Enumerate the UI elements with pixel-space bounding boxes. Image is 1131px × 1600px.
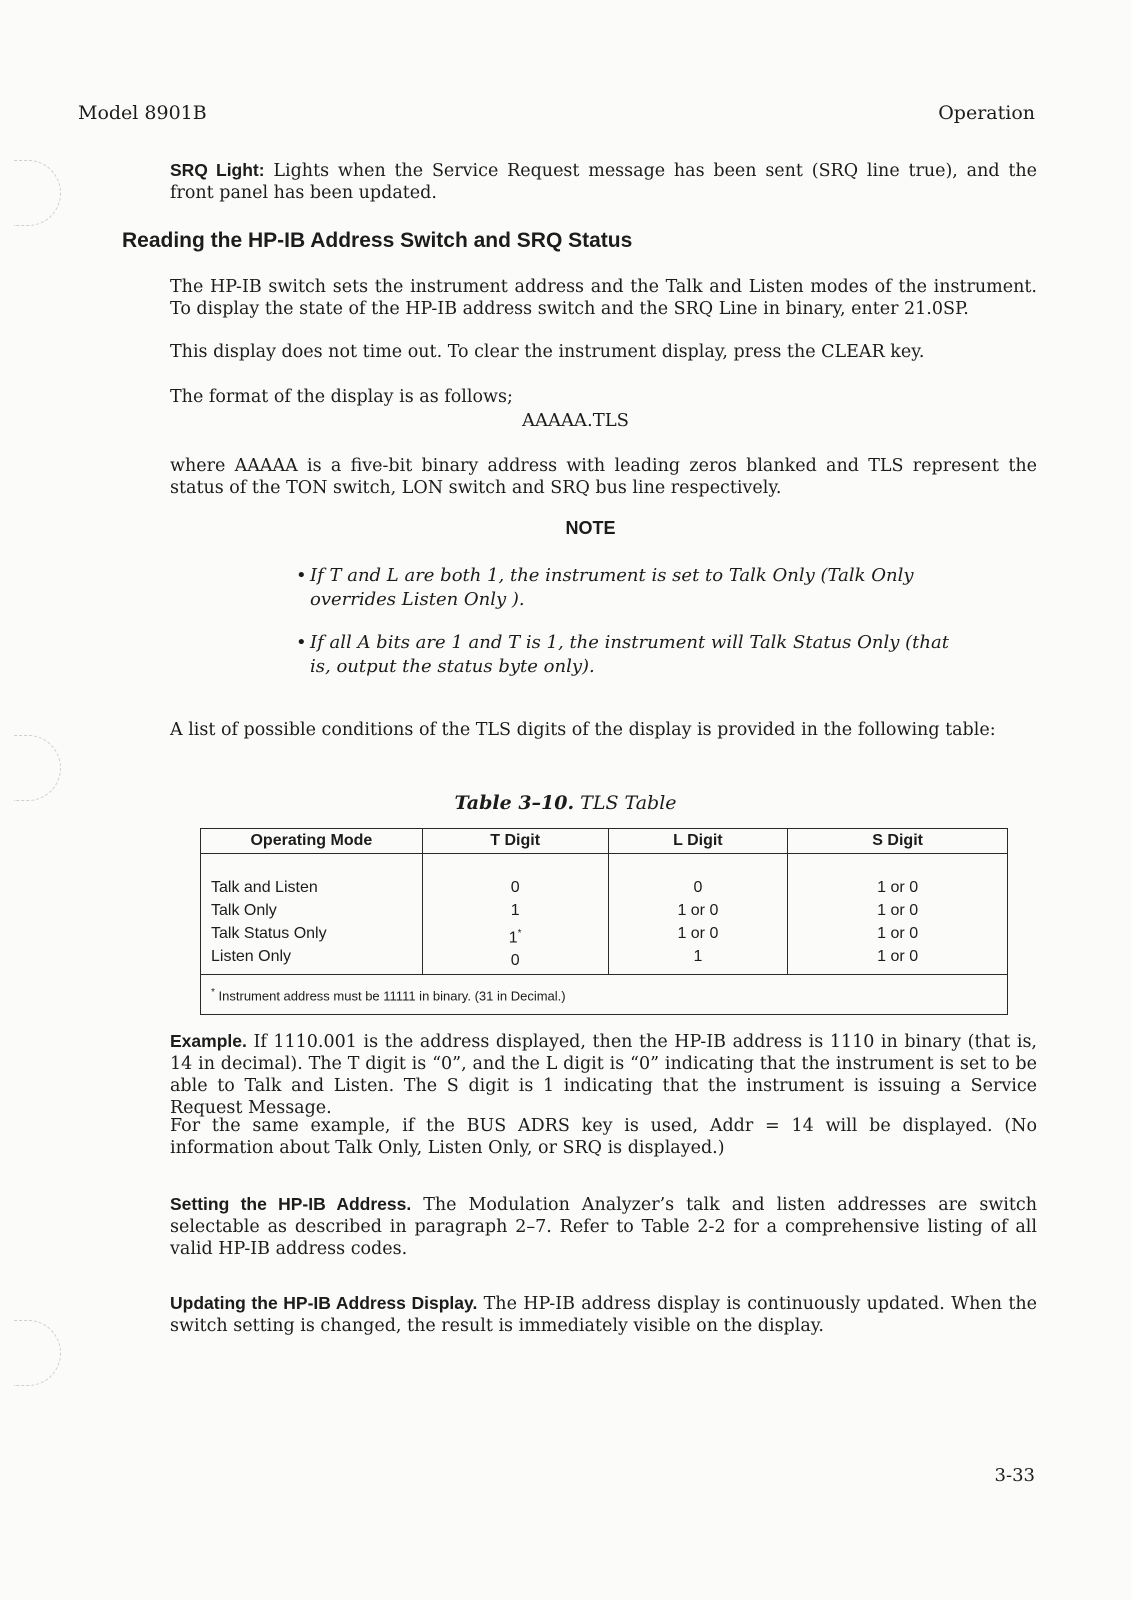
operating-mode-column bbox=[201, 854, 423, 975]
paragraph-intro: The HP-IB switch sets the instrument address and the Talk and Listen modes of the instrument. To display the state of the HP-IB address switch and the SRQ Line in binary, enter 21.0SP. bbox=[170, 277, 1037, 319]
header-s-digit: S Digit bbox=[788, 829, 1008, 854]
table-cell: 1 or 0 bbox=[677, 902, 719, 919]
example-text: If 1110.001 is the address displayed, then the HP-IB address is 1110 in binary (that is, 14 in decimal). The T digit is “0”, and the L digit is “0” indicating that the instrument is set to be able to Talk and Listen. The S digit is 1 indicating that the instrument is issuing a Service Request Message. bbox=[170, 1032, 1037, 1118]
table-cell: 1 bbox=[510, 902, 520, 919]
table-cell: Talk and Listen bbox=[211, 879, 318, 896]
footnote-marker: * bbox=[517, 928, 522, 939]
example-paragraph bbox=[170, 1030, 1037, 1119]
bullet-dot-icon: • bbox=[296, 632, 307, 653]
table-cell: 1 bbox=[693, 948, 703, 965]
note-bullet-text: If all A bits are 1 and T is 1, the instrument will Talk Status Only (that is, output the status byte only). bbox=[310, 632, 949, 677]
setting-address-text: The Modulation Analyzer’s talk and listen addresses are switch selectable as described in paragraph 2–7. Refer to Table 2-2 for a comprehensive listing of all valid HP-IB address codes. bbox=[170, 1195, 1037, 1259]
paragraph-timeout: This display does not time out. To clear the instrument display, press the CLEAR key. bbox=[170, 342, 925, 362]
table-cell: Talk Only bbox=[211, 902, 277, 919]
bullet-dot-icon: • bbox=[296, 565, 307, 586]
updating-display-paragraph bbox=[170, 1292, 1037, 1337]
paragraph-where: where AAAAA is a five-bit binary address with leading zeros blanked and TLS represent the status of the TON switch, LON switch and SRQ bus line respectively. bbox=[170, 456, 1037, 498]
table-caption bbox=[0, 792, 1131, 814]
tls-table bbox=[200, 828, 1008, 1015]
note-bullet bbox=[296, 564, 950, 612]
table-cell: 1 bbox=[508, 929, 518, 947]
note-bullet-text: If T and L are both 1, the instrument is set to Talk Only (Talk Only overrides Listen Only ). bbox=[310, 565, 914, 610]
table-cell: Talk Status Only bbox=[211, 925, 327, 942]
table-cell: 0 bbox=[693, 879, 703, 896]
table-footnote-row bbox=[201, 975, 1008, 1014]
s-digit-column bbox=[788, 854, 1008, 975]
footnote-text: Instrument address must be 11111 in binary. (31 in Decimal.) bbox=[218, 988, 566, 1004]
header-model: Model 8901B bbox=[78, 102, 207, 124]
table-cell: 0 bbox=[510, 952, 520, 970]
table-cell: 1 or 0 bbox=[877, 948, 919, 965]
srq-light-text: Lights when the Service Request message has been sent (SRQ line true), and the front panel has been updated. bbox=[170, 161, 1037, 203]
updating-display-text: The HP-IB address display is continuously updated. When the switch setting is changed, the result is immediately visible on the display. bbox=[170, 1294, 1037, 1336]
paragraph-table-intro: A list of possible conditions of the TLS digits of the display is provided in the following table: bbox=[170, 720, 996, 740]
table-cell: 1 or 0 bbox=[677, 925, 719, 942]
note-bullet bbox=[296, 631, 950, 679]
footnote-marker: * bbox=[211, 987, 215, 999]
setting-address-label: Setting the HP-IB Address. bbox=[170, 1194, 412, 1214]
l-digit-column bbox=[608, 854, 788, 975]
display-format: AAAAA.TLS bbox=[521, 410, 629, 431]
punch-hole-mark-bottom bbox=[14, 1320, 61, 1386]
header-section: Operation bbox=[938, 102, 1035, 124]
t-digit-column bbox=[422, 854, 608, 975]
header-l-digit: L Digit bbox=[608, 829, 788, 854]
setting-address-paragraph bbox=[170, 1193, 1037, 1260]
table-cell-with-footnote bbox=[433, 922, 598, 949]
table-caption-text: TLS Table bbox=[580, 792, 677, 814]
table-cell: 1 or 0 bbox=[877, 879, 919, 896]
table-footnote bbox=[201, 975, 1008, 1014]
table-cell: 1 or 0 bbox=[877, 925, 919, 942]
page-number: 3-33 bbox=[994, 1465, 1035, 1486]
table-caption-number: Table 3–10. bbox=[454, 792, 575, 814]
header-t-digit: T Digit bbox=[422, 829, 608, 854]
punch-hole-mark-top bbox=[14, 160, 61, 226]
table-cell: Listen Only bbox=[211, 948, 292, 965]
table-cell: 0 bbox=[510, 879, 520, 896]
note-label: NOTE bbox=[565, 518, 616, 538]
paragraph-format-intro: The format of the display is as follows; bbox=[170, 387, 513, 407]
section-title: Reading the HP-IB Address Switch and SRQ Status bbox=[122, 229, 633, 252]
header-operating-mode: Operating Mode bbox=[201, 829, 423, 854]
table-header-row bbox=[201, 829, 1008, 854]
srq-light-label: SRQ Light: bbox=[170, 160, 265, 180]
example-followup-paragraph: For the same example, if the BUS ADRS key is used, Addr = 14 will be displayed. (No information about Talk Only, Listen Only, or SRQ is displayed.) bbox=[170, 1116, 1037, 1158]
table-body-row bbox=[201, 854, 1008, 975]
example-label: Example. bbox=[170, 1031, 247, 1051]
updating-display-label: Updating the HP-IB Address Display. bbox=[170, 1293, 478, 1313]
srq-light-paragraph bbox=[170, 159, 1037, 204]
table-cell: 1 or 0 bbox=[877, 902, 919, 919]
